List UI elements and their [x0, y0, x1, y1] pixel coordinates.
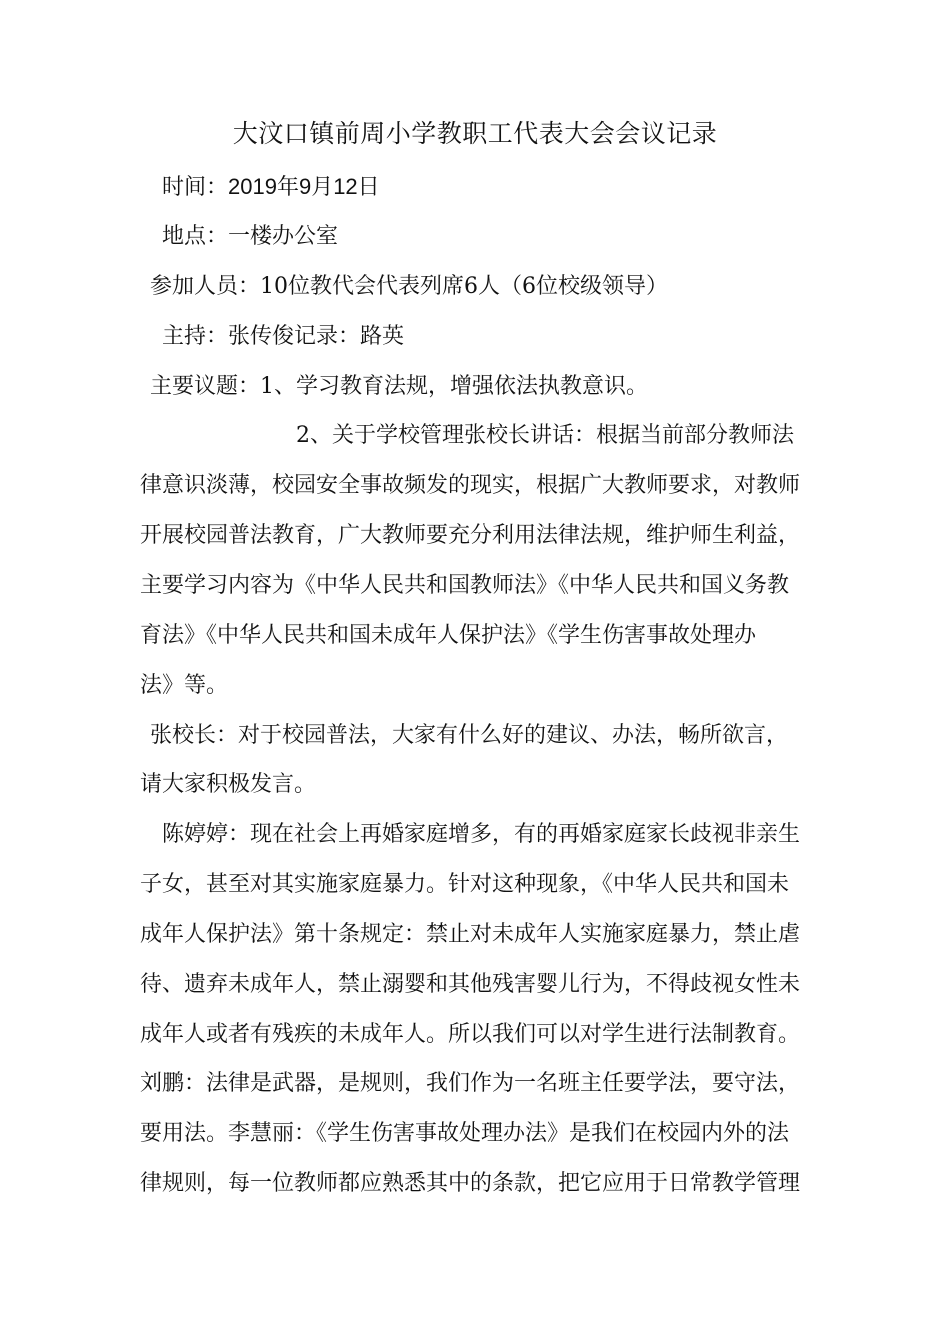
- time-label: 时间：: [162, 175, 229, 200]
- meta-participants: [150, 272, 668, 302]
- body-line: 刘鹏：法律是武器，是规则，我们作为一名班主任要学法，要守法，: [140, 1071, 801, 1096]
- body-line: 请大家积极发言。: [140, 772, 317, 797]
- participants-label: 参加人员：: [150, 274, 261, 299]
- body-line: 2、关于学校管理张校长讲话：根据当前部分教师法: [296, 423, 794, 448]
- body-line: 律意识淡薄，校园安全事故频发的现实，根据广大教师要求，对教师: [140, 473, 801, 498]
- meta-host: [162, 322, 404, 352]
- body-line: 陈婷婷：现在社会上再婚家庭增多，有的再婚家庭家长歧视非亲生: [162, 822, 801, 847]
- body-line: 主要学习内容为《中华人民共和国教师法》《中华人民共和国义务教: [140, 573, 790, 598]
- body-line: 法》等。: [140, 673, 229, 698]
- body-line: 成年人保护法》第十条规定：禁止对未成年人实施家庭暴力，禁止虐: [140, 922, 801, 947]
- place-value: 一楼办公室: [228, 224, 339, 249]
- participants-value: 10位教代会代表列席6人（6位校级领导）: [260, 274, 669, 299]
- meta-place: [162, 222, 338, 252]
- time-value: 2019年9月12日: [228, 174, 380, 199]
- topics-label: 主要议题：: [150, 374, 261, 399]
- document-title: 大汶口镇前周小学教职工代表大会会议记录: [232, 119, 718, 148]
- topic-1: 1、学习教育法规，增强依法执教意识。: [260, 374, 649, 399]
- body-line: 张校长：对于校园普法，大家有什么好的建议、办法，畅所欲言，: [150, 723, 789, 748]
- meta-topics: [150, 372, 648, 402]
- body-line: 要用法。李慧丽：《学生伤害事故处理办法》是我们在校园内外的法: [140, 1121, 790, 1146]
- body-line: 成年人或者有残疾的未成年人。所以我们可以对学生进行法制教育。: [140, 1022, 801, 1047]
- body-line: 子女，甚至对其实施家庭暴力。针对这种现象，《中华人民共和国未: [140, 872, 790, 897]
- meta-time: [162, 172, 380, 203]
- body-line: 待、遗弃未成年人，禁止溺婴和其他残害婴儿行为，不得歧视女性未: [140, 972, 801, 997]
- body-line: 开展校园普法教育，广大教师要充分利用法律法规，维护师生利益，: [140, 523, 801, 548]
- body-line: 育法》《中华人民共和国未成年人保护法》《学生伤害事故处理办: [140, 623, 757, 648]
- place-label: 地点：: [162, 224, 229, 249]
- body-line: 律规则，每一位教师都应熟悉其中的条款，把它应用于日常教学管理: [140, 1171, 801, 1196]
- host-value: 张传俊记录：路英: [228, 324, 405, 349]
- host-label: 主持：: [162, 324, 229, 349]
